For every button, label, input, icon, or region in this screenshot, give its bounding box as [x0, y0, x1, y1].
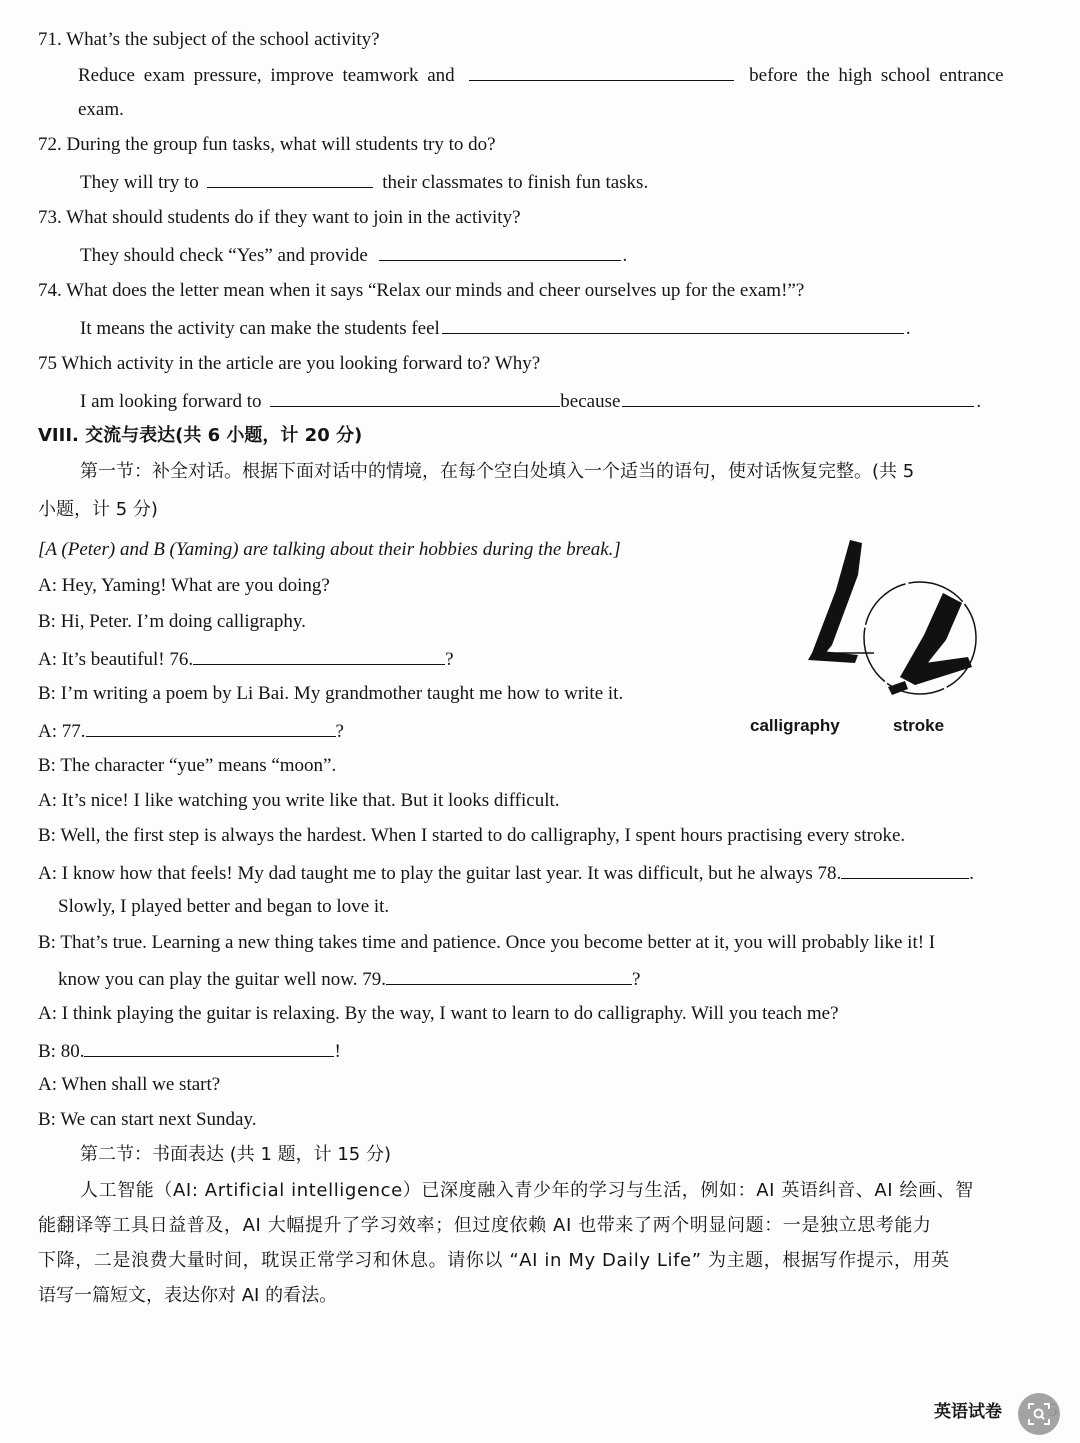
brush-stroke-illustration: [750, 535, 990, 745]
answer-blank-76[interactable]: [193, 646, 445, 665]
part2-title: 第二节：书面表达 (共 1 题，计 15 分): [80, 1144, 392, 1165]
punct: .: [969, 863, 975, 884]
question-75: [38, 352, 540, 376]
part1-instructions-cont: 小题，计 5 分): [38, 499, 158, 520]
dialogue-line: A: I think playing the guitar is relaxing. By the way, I want to learn to do calligraphy. Will you teach me?: [38, 1003, 839, 1024]
image-search-button[interactable]: [1018, 1393, 1060, 1435]
question-number: 74.: [38, 280, 62, 301]
question-73: [38, 206, 521, 230]
writing-prompt-line: 语写一篇短文，表达你对 AI 的看法。: [38, 1285, 338, 1306]
calligraphy-figure: [750, 535, 990, 745]
answer-blank-71[interactable]: [469, 62, 734, 81]
punct: ?: [632, 969, 641, 990]
figure-label-calligraphy: calligraphy: [750, 716, 840, 735]
dialogue-line-79: [58, 966, 640, 992]
dialogue-line: A: When shall we start?: [38, 1074, 221, 1095]
answer-prefix: They will try to: [80, 172, 199, 193]
writing-prompt-line: 能翻译等工具日益普及，AI 大幅提升了学习效率；但过度依赖 AI 也带来了两个明显问题：一是独立思考能力: [38, 1215, 932, 1236]
dialogue-text: A: 77.: [38, 721, 86, 742]
part1-instructions: 第一节：补全对话。根据下面对话中的情境，在每个空白处填入一个适当的语句，使对话恢复完整。(共 5: [80, 461, 915, 482]
answer-73: [80, 242, 627, 268]
dialogue-line: B: Well, the first step is always the hardest. When I started to do calligraphy, I spent hours practising every stroke.: [38, 825, 906, 846]
answer-suffix: their classmates to finish fun tasks.: [382, 172, 649, 193]
answer-mid: because: [560, 391, 621, 412]
answer-blank-75b[interactable]: [622, 388, 974, 407]
answer-blank-79[interactable]: [386, 966, 632, 985]
dialogue-text: A: It’s beautiful! 76.: [38, 649, 194, 670]
dialogue-line: B: The character “yue” means “moon”.: [38, 755, 337, 776]
question-number: 73.: [38, 207, 62, 228]
question-72: [38, 133, 496, 157]
question-71: [38, 28, 380, 52]
answer-blank-75a[interactable]: [270, 388, 560, 407]
answer-72: [80, 169, 648, 195]
dialogue-text: know you can play the guitar well now. 79.: [58, 969, 387, 990]
lens-search-icon: [1027, 1402, 1051, 1426]
section-title: VIII. 交流与表达(共 6 小题，计 20 分): [38, 425, 363, 446]
dialogue-line: B: We can start next Sunday.: [38, 1109, 257, 1130]
dialogue-line-77: [38, 718, 344, 744]
figure-label-stroke: stroke: [893, 716, 945, 735]
answer-prefix: They should check “Yes” and provide: [80, 245, 368, 266]
dialogue-line: A: It’s nice! I like watching you write like that. But it looks difficult.: [38, 790, 560, 811]
question-text: What’s the subject of the school activity?: [66, 29, 380, 50]
dialogue-line: B: Hi, Peter. I’m doing calligraphy.: [38, 611, 306, 632]
dialogue-line: Slowly, I played better and began to love it.: [58, 896, 390, 917]
answer-suffix: .: [905, 318, 911, 339]
answer-suffix: .: [976, 391, 982, 412]
dialogue-line: A: Hey, Yaming! What are you doing?: [38, 575, 330, 596]
dialogue-line-80: [38, 1038, 341, 1064]
writing-prompt-line: 人工智能（AI: Artificial intelligence）已深度融入青少年的学习与生活，例如：AI 英语纠音、AI 绘画、智: [80, 1180, 974, 1201]
answer-prefix: I am looking forward to: [80, 391, 262, 412]
question-number: 71.: [38, 29, 62, 50]
dialogue-text: A: I know how that feels! My dad taught me to play the guitar last year. It was difficult, but he always 78.: [38, 863, 842, 884]
answer-74: [80, 315, 911, 341]
question-number: 75: [38, 353, 57, 374]
answer-blank-74[interactable]: [442, 315, 904, 334]
dialogue-line: B: I’m writing a poem by Li Bai. My grandmother taught me how to write it.: [38, 683, 624, 704]
answer-suffix: .: [622, 245, 628, 266]
question-text: During the group fun tasks, what will students try to do?: [66, 134, 496, 155]
punct: ?: [445, 649, 454, 670]
answer-prefix: It means the activity can make the students feel: [80, 318, 440, 339]
answer-blank-78[interactable]: [841, 860, 969, 879]
dialogue-line: B: That’s true. Learning a new thing takes time and patience. Once you become better at it, you will probably like it! I: [38, 932, 936, 953]
question-text: What should students do if they want to join in the activity?: [66, 207, 521, 228]
answer-prefix: Reduce exam pressure, improve teamwork and: [78, 65, 455, 86]
answer-blank-73[interactable]: [379, 242, 621, 261]
question-number: 72.: [38, 134, 62, 155]
answer-blank-77[interactable]: [86, 718, 336, 737]
answer-75: [80, 388, 981, 414]
answer-71: [78, 62, 1004, 88]
question-text: What does the letter mean when it says “Relax our minds and cheer ourselves up for the exam!”?: [66, 280, 805, 301]
punct: ?: [335, 721, 344, 742]
answer-blank-80[interactable]: [84, 1038, 334, 1057]
answer-suffix: before the high school entrance: [749, 65, 1004, 86]
answer-blank-72[interactable]: [207, 169, 373, 188]
answer-71-cont: exam.: [78, 99, 124, 120]
dialogue-line-76: [38, 646, 454, 672]
dialogue-line-78: [38, 860, 974, 886]
writing-prompt-line: 下降，二是浪费大量时间，耽误正常学习和休息。请你以 “AI in My Daily Life” 为主题，根据写作提示，用英: [38, 1250, 950, 1271]
dialogue-text: B: 80.: [38, 1041, 85, 1062]
question-74: [38, 279, 804, 303]
dialogue-context: [A (Peter) and B (Yaming) are talking about their hobbies during the break.]: [38, 539, 621, 560]
footer-label: 英语试卷: [934, 1402, 1002, 1422]
question-text: Which activity in the article are you looking forward to? Why?: [61, 353, 541, 374]
punct: !: [334, 1041, 341, 1062]
